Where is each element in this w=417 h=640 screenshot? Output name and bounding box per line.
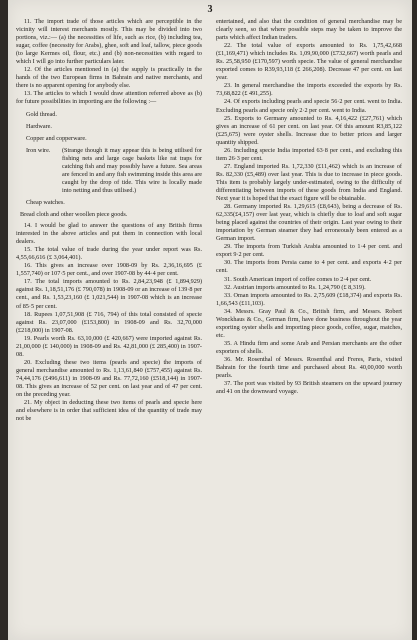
paragraph-20: 20. Excluding these two items (pearls and specie) the imports of general merchandise amounted to Rs. 1,13,61,840 (£757,455) against Rs. 74,44,176 (£496,611) in 1908-09 and Rs. 77,72,160 (£518,144) in 1907-08. This gives an increase of 52 per cent. on last year and of 47 per cent. on the preceding year. (16, 358, 202, 399)
paragraph-21-continued: entertained, and also that the condition of general merchandise may be clearly seen, so that where possible steps may be taken to improve the parts which affect Indian traders. (216, 18, 402, 42)
paragraph-22: 22. The total value of exports amounted to Rs. 1,75,42,668 (£1,169,471) which includes Rs. 1,09,90,000 (£732,667) worth pearls and Rs. 25,58,950 (£170,597) worth specie. The value of general merchandise exported comes to R39,93,118 (£ 266,208). Decrease 47 per cent. on last year. (216, 42, 402, 82)
document-page (8, 0, 412, 640)
list-item-gold-thread (26, 111, 202, 119)
paragraph-19: 19. Pearls worth Rs. 63,10,000 (£ 420,667) were imported against Rs. 21,00,000 (£ 140,000) in 1908-09 and Rs. 42,81,000 (£ 285,400) in 1907-08. (16, 334, 202, 358)
list-item-iron-wire (26, 147, 202, 195)
paragraph-12: 12. Of the articles mentioned in (a) the supply is practically in the hands of the two European firms in Bahrain and native merchants, and there is no apparent opening for anybody else. (16, 66, 202, 90)
list-item-term: Bread cloth and other woollen piece goods. (20, 210, 128, 218)
paragraph-27: 27. England imported Rs. 1,72,330 (£11,462) which is an increase of Rs. 82,330 (£5,489) over last year. This is due to increase in piece goods. This item is probably largely under-estimated, owing to the difficulty of differentiating between imports of these goods from India and England. Next year it is hoped that the exact figure will be obtainable. (216, 162, 402, 203)
page-number: 3 (207, 4, 213, 15)
paragraph-31: 31. South American import of coffee comes to 2·4 per cent. (224, 275, 372, 283)
paragraph-35: 35. A Hindu firm and some Arab and Persian merchants are the other exporters of shells. (216, 339, 402, 355)
paragraph-30: 30. The imports from Persia came to 4 per cent. and exports 4·2 per cent. (216, 259, 402, 275)
list-item-term: Iron wire. (26, 146, 51, 154)
list-item-hardware (26, 123, 202, 131)
paragraph-14: 14. I would be glad to answer the questions of any British firms interested in the above articles and put them in connection with local dealers. (16, 222, 202, 246)
paragraph-17: 17. The total imports amounted to Rs. 2,84,23,948 (£ 1,894,929) against Rs. 1,18,51,176 (£ 790,078) in 1908-09 or an increase of 139·8 per cent., and Rs. 1,53,23,160 (£ 1,021,544) in 1907-08 which is an increase of 85·5 per cent. (16, 278, 202, 310)
paragraph-13-intro: 13. The articles to which I would draw attention referred above as (b) for future possibilities in importing are the following :— (16, 90, 202, 106)
paragraph-37: 37. The port was visited by 93 British steamers on the upward journey and 41 on the downward voyage. (216, 380, 402, 396)
paragraph-29: 29. The imports from Turkish Arabia amounted to 1·4 per cent. and export 9·2 per cent. (216, 243, 402, 259)
paragraph-15: 15. The total value of trade during the year under report was Rs. 4,55,66,616 (£ 3,064,401). (16, 246, 202, 262)
right-column (216, 18, 402, 396)
paragraph-23: 23. In general merchandise the imports exceeded the exports by Rs. 73,68,822 (£ 491,255). (216, 82, 402, 98)
paragraph-28: 28. Germany imported Rs. 1,29,615 (£8,643), being a decrease of Rs. 62,335(£4,157) over last year, which is chiefly due to loaf and soft sugar being placed against the countries of their origin. Last year owing to their importation by German steamer they had erroneously been entered as a German import. (216, 203, 402, 243)
list-item-term: Hardware. (26, 122, 52, 130)
paragraph-34: 34. Messrs. Gray Paul & Co., British firm, and Messrs. Robert Wonckhaus & Co., German firm, have done business throughout the year exporting oyster shells and importing piece goods, coffee, sugar, matches, etc. (216, 307, 402, 339)
paragraph-36: 36. Mr. Rosenthal of Messrs. Rosenthal and Freres, Paris, visited Bahrain for the fourth time and purchased about Rs. 40,00,000 worth pearls. (216, 355, 402, 380)
list-item-term: Copper and copperware. (26, 134, 87, 142)
paragraph-11: 11. The import trade of those articles which are perceptible in the vicinity will interest merchants mostly. This may be divided into two portions, viz.:— (a) the necessities of life, such as rice, (b) including tea, sugar, coffee (necessity for Arabs), ghee, soft and loaf, tallow, piece goods (to large Kermes oil, flour, etc.) and (b) non-necessities with regard to which I will go into further particulars later. (16, 18, 202, 66)
paragraph-24: 24. Of exports including pearls and specie 56·2 per cent. went to India. Excluding pearls and specie only 2·2 per cent. went to India. (216, 98, 402, 114)
paragraph-25: 25. Exports to Germany amounted to Rs. 4,16,422 (£27,761) which gives an increase of 61 per cent. on last year. Of this amount R3,85,122 (£25,675) were oyster shells. Increase due to better prices and larger quantity shipped. (216, 114, 402, 146)
list-item-bread-cloth (20, 211, 202, 219)
paragraph-21: 21. My object in deducting these two items of pearls and specie here and elsewhere is in order that sufficient idea of the quantity of trade may not be (16, 399, 202, 423)
list-item-term: Cheap watches. (26, 198, 65, 206)
paragraph-16: 16. This gives an increase over 1908-09 by Rs. 2,36,16,695 (£ 1,557,740) or 107·5 per cent., and over 1907-08 by 44·4 per cent. (16, 262, 202, 278)
paragraph-18: 18. Rupees 1,07,51,908 (£ 716, 794) of this total consisted of specie against Rs. 23,07,000 (£153,800) in 1908-09 and Rs. 32,70,000 (£218,000) in 1907-08. (16, 310, 202, 334)
paragraph-26: 26. Including specie India imported 63·8 per cent., and excluding this item 26·3 per cent. (216, 146, 402, 162)
left-column (16, 18, 202, 423)
paragraph-32: 32. Austrian imports amounted to Rs. 1,24,790 (£ 8,319). (224, 283, 366, 291)
list-item-term: Gold thread. (26, 110, 57, 118)
paragraph-33: 33. Oman imports amounted to Rs. 2,75,609 (£18,374) and exports Rs. 1,66,543 (£11,103). (216, 291, 402, 307)
list-item-description: (Strange though it may appear this is being utilised for fishing nets and large cage baskets like rat traps for catching fish and may possibly have a future. Sea areas are fenced in and any fish swimming inside this area are caught by the drop of tide. This wire is locally made into netting and thus utilised.) (62, 146, 202, 194)
list-item-copper (26, 135, 202, 143)
list-item-cheap-watches (26, 199, 202, 207)
